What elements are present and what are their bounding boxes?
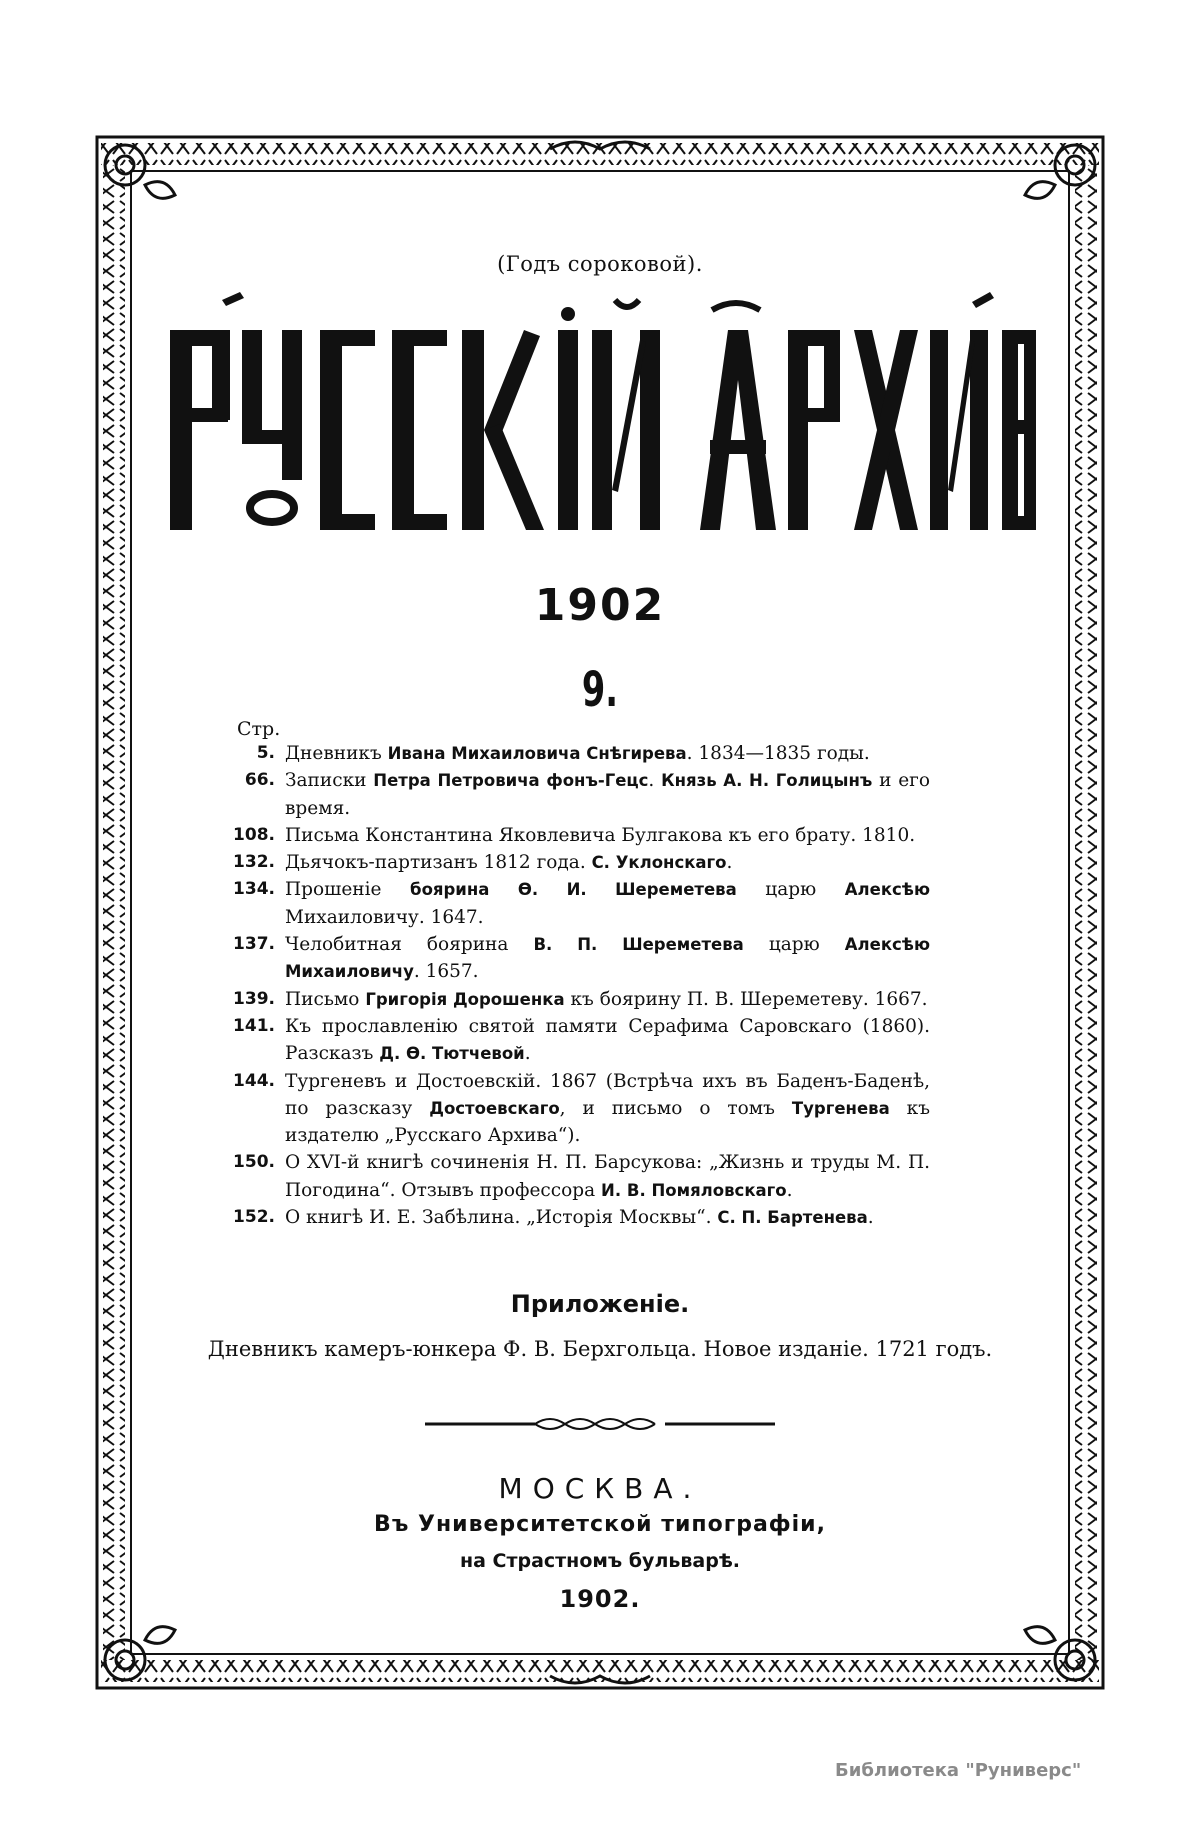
toc-entry-text: Дневникъ Ивана Михаиловича Снѣгирева. 1834—1835 годы. <box>285 743 870 764</box>
toc-entry <box>230 1149 930 1204</box>
imprint-city: МОСКВА. <box>498 1472 702 1505</box>
toc-entry-text: О XVI-й книгѣ сочиненія Н. П. Барсукова: „Жизнь и труды М. П. Погодина“. Отзывъ профессора И. В. Помяловскаго. <box>285 1152 930 1201</box>
toc-entry-text: Дьячокъ-партизанъ 1812 года. С. Уклонскаго. <box>285 852 733 874</box>
toc-entry-page: 134. <box>233 879 275 900</box>
toc-entry <box>230 986 930 1013</box>
masthead-lettering <box>160 290 1040 550</box>
ornamental-divider <box>425 1412 775 1436</box>
toc-entry-page: 108. <box>233 824 275 845</box>
imprint-printer: Въ Университетской типографіи, <box>374 1512 826 1537</box>
toc-entry-text: Тургеневъ и Достоевскій. 1867 (Встрѣча ихъ въ Баденъ-Баденѣ, по разсказу Достоевскаго, и письмо о томъ Тургенева къ издателю „Русскаго Архива“). <box>285 1070 930 1147</box>
imprint-year: 1902. <box>559 1585 641 1613</box>
toc-entry-page: 5. <box>256 743 275 763</box>
appendix-title: Приложеніе. <box>510 1290 690 1318</box>
toc-entry <box>230 1204 930 1231</box>
toc-entry-text: Челобитная боярина В. П. Шереметева царю Алексѣю Михаиловичу. 1657. <box>285 934 930 983</box>
toc-entry-page: 141. <box>233 1015 275 1036</box>
toc-entry-text: О книгѣ И. Е. Забѣлина. „Исторія Москвы“. С. П. Бартенева. <box>285 1207 874 1229</box>
toc-entry <box>230 876 930 931</box>
toc-page-label: Стр. <box>237 718 281 740</box>
toc-entry <box>230 1013 930 1068</box>
toc-entry-page: 150. <box>233 1152 275 1173</box>
toc-entry-text: Письма Константина Яковлевича Булгакова къ его брату. 1810. <box>285 824 916 846</box>
table-of-contents <box>230 740 930 1231</box>
toc-entry <box>230 822 930 849</box>
issue-year: 1902 <box>534 580 666 631</box>
toc-entry-text: Записки Петра Петровича фонъ-Гецс. Князь А. Н. Голицынъ и его время. <box>285 770 930 819</box>
toc-entry-page: 66. <box>244 770 275 791</box>
toc-entry <box>230 767 930 822</box>
appendix-text: Дневникъ камеръ-юнкера Ф. В. Берхгольца. Новое изданіе. 1721 годъ. <box>207 1337 993 1361</box>
toc-entry-page: 137. <box>233 934 275 955</box>
toc-entry <box>230 740 930 767</box>
toc-entry-text: Къ прославленію святой памяти Серафима Саровскаго (1860). Разсказъ Д. Ѳ. Тютчевой. <box>285 1015 930 1065</box>
toc-entry <box>230 1068 930 1150</box>
library-watermark: Библиотека "Руниверс" <box>835 1760 1082 1781</box>
imprint-address: на Страстномъ бульварѣ. <box>459 1550 741 1572</box>
toc-entry-page: 144. <box>233 1070 275 1091</box>
toc-entry-text: Прошеніе боярина Ѳ. И. Шереметева царю Алексѣю Михаиловичу. 1647. <box>285 879 930 928</box>
toc-entry-page: 132. <box>233 852 275 873</box>
issue-number: 9. <box>581 662 619 718</box>
volume-year-line: (Годъ сороковой). <box>497 252 703 276</box>
toc-entry-page: 139. <box>233 988 275 1009</box>
toc-entry <box>230 931 930 986</box>
masthead-title <box>160 290 1040 550</box>
toc-entry-text: Письмо Григорія Дорошенка къ боярину П. В. Шереметеву. 1667. <box>285 988 928 1010</box>
toc-entry <box>230 849 930 876</box>
toc-entry-page: 152. <box>233 1207 275 1228</box>
